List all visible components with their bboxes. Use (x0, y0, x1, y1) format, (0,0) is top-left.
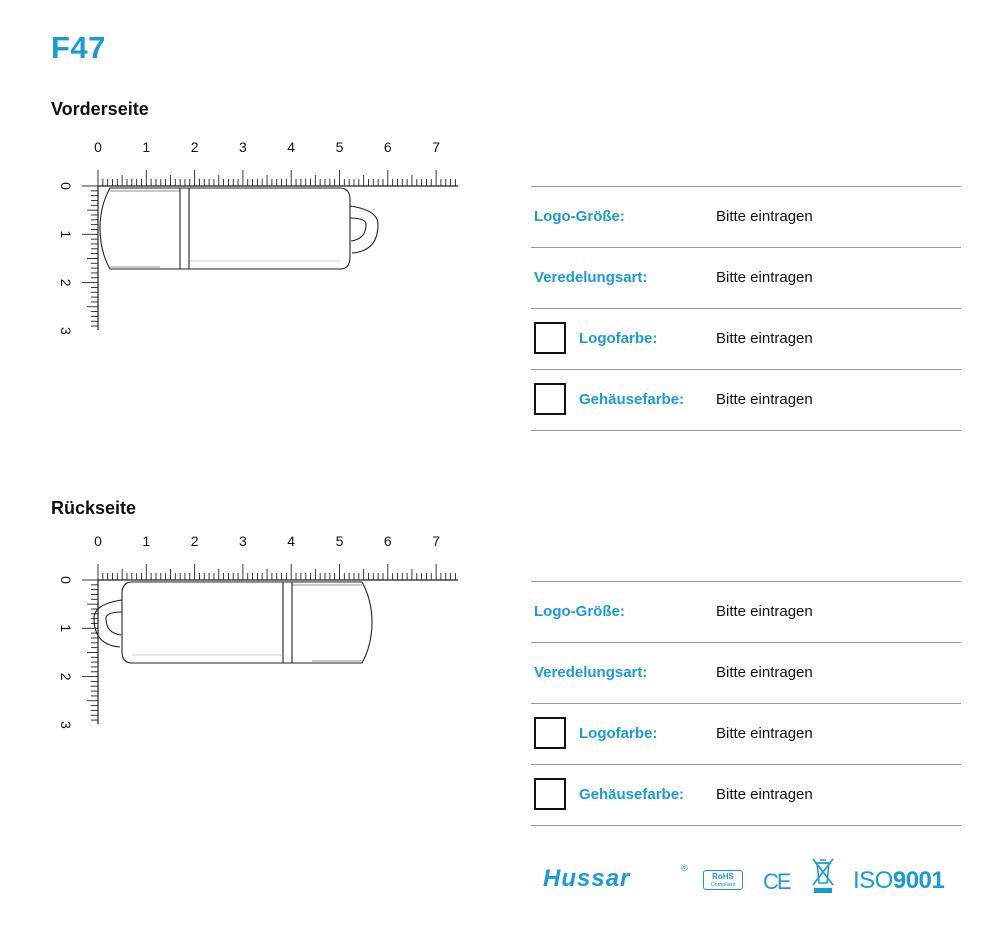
ruler-h-label: 3 (239, 139, 247, 155)
usb-stick-outline (100, 188, 378, 269)
color-checkbox[interactable] (534, 717, 566, 749)
form-label: Veredelungsart: (534, 664, 648, 681)
iso-number: 9001 (892, 867, 945, 894)
form-value[interactable]: Bitte eintragen (716, 391, 813, 408)
rohs-subtext: Compliant (710, 882, 736, 888)
form-label: Veredelungsart: (534, 269, 648, 286)
section-heading-back: Rückseite (51, 498, 137, 518)
form-label: Logofarbe: (579, 725, 658, 742)
iso-logo (853, 867, 944, 895)
ruler-h-label: 5 (335, 139, 344, 155)
hussar-logo: Hussar (543, 865, 631, 892)
form-back (531, 581, 961, 826)
rohs-badge (703, 870, 743, 890)
ruler-front (0, 130, 480, 350)
form-value[interactable]: Bitte eintragen (716, 269, 813, 286)
ruler-h-label: 2 (190, 533, 199, 549)
ruler-h-label: 7 (432, 139, 440, 155)
color-checkbox[interactable] (534, 778, 566, 810)
ruler-v-label: 1 (58, 624, 74, 633)
ruler-v-label: 2 (58, 672, 74, 681)
usb-stick-outline (94, 582, 372, 663)
form-value[interactable]: Bitte eintragen (716, 330, 813, 347)
form-row (531, 703, 961, 764)
ruler-h-label: 6 (383, 533, 392, 549)
ruler-v-label: 3 (58, 327, 74, 335)
ruler-h-label: 0 (94, 139, 102, 155)
form-row (531, 308, 961, 369)
ce-mark: CE (763, 869, 790, 894)
form-label: Gehäusefarbe: (579, 786, 685, 803)
ruler-h-label: 4 (287, 533, 296, 549)
ruler-v-label: 3 (58, 721, 74, 729)
form-value[interactable]: Bitte eintragen (716, 664, 813, 681)
ruler-h-label: 1 (142, 139, 151, 155)
form-label: Logofarbe: (579, 330, 658, 347)
form-row (531, 642, 961, 703)
ruler-h-label: 1 (142, 533, 151, 549)
rohs-text: RoHS (712, 872, 734, 881)
iso-prefix: ISO (853, 867, 893, 894)
form-label: Logo-Größe: (534, 208, 625, 225)
form-row (531, 581, 961, 642)
color-checkbox[interactable] (534, 383, 566, 415)
form-row (531, 764, 961, 826)
form-row (531, 369, 961, 431)
registered-mark: ® (681, 863, 688, 873)
ruler-h-label: 3 (239, 533, 247, 549)
ruler-h-label: 2 (190, 139, 199, 155)
certification-logos (541, 855, 961, 905)
form-value[interactable]: Bitte eintragen (716, 786, 813, 803)
ruler-h-label: 7 (432, 533, 440, 549)
form-value[interactable]: Bitte eintragen (716, 725, 813, 742)
ruler-h-label: 4 (287, 139, 296, 155)
form-label: Gehäusefarbe: (579, 391, 685, 408)
form-label: Logo-Größe: (534, 603, 625, 620)
form-row (531, 186, 961, 247)
form-front (531, 186, 961, 431)
ruler-v-label: 2 (58, 278, 74, 287)
form-value[interactable]: Bitte eintragen (716, 208, 813, 225)
ruler-v-label: 0 (58, 576, 74, 584)
ruler-h-label: 6 (383, 139, 392, 155)
ruler-h-label: 0 (94, 533, 102, 549)
form-row (531, 247, 961, 308)
form-value[interactable]: Bitte eintragen (716, 603, 813, 620)
page-title: F47 (51, 30, 106, 65)
weee-bin-icon (811, 857, 835, 895)
color-checkbox[interactable] (534, 322, 566, 354)
ruler-h-label: 5 (335, 533, 344, 549)
ruler-back (0, 524, 480, 744)
section-heading-front: Vorderseite (51, 99, 149, 119)
ruler-v-label: 1 (58, 230, 74, 239)
ruler-v-label: 0 (58, 182, 74, 190)
